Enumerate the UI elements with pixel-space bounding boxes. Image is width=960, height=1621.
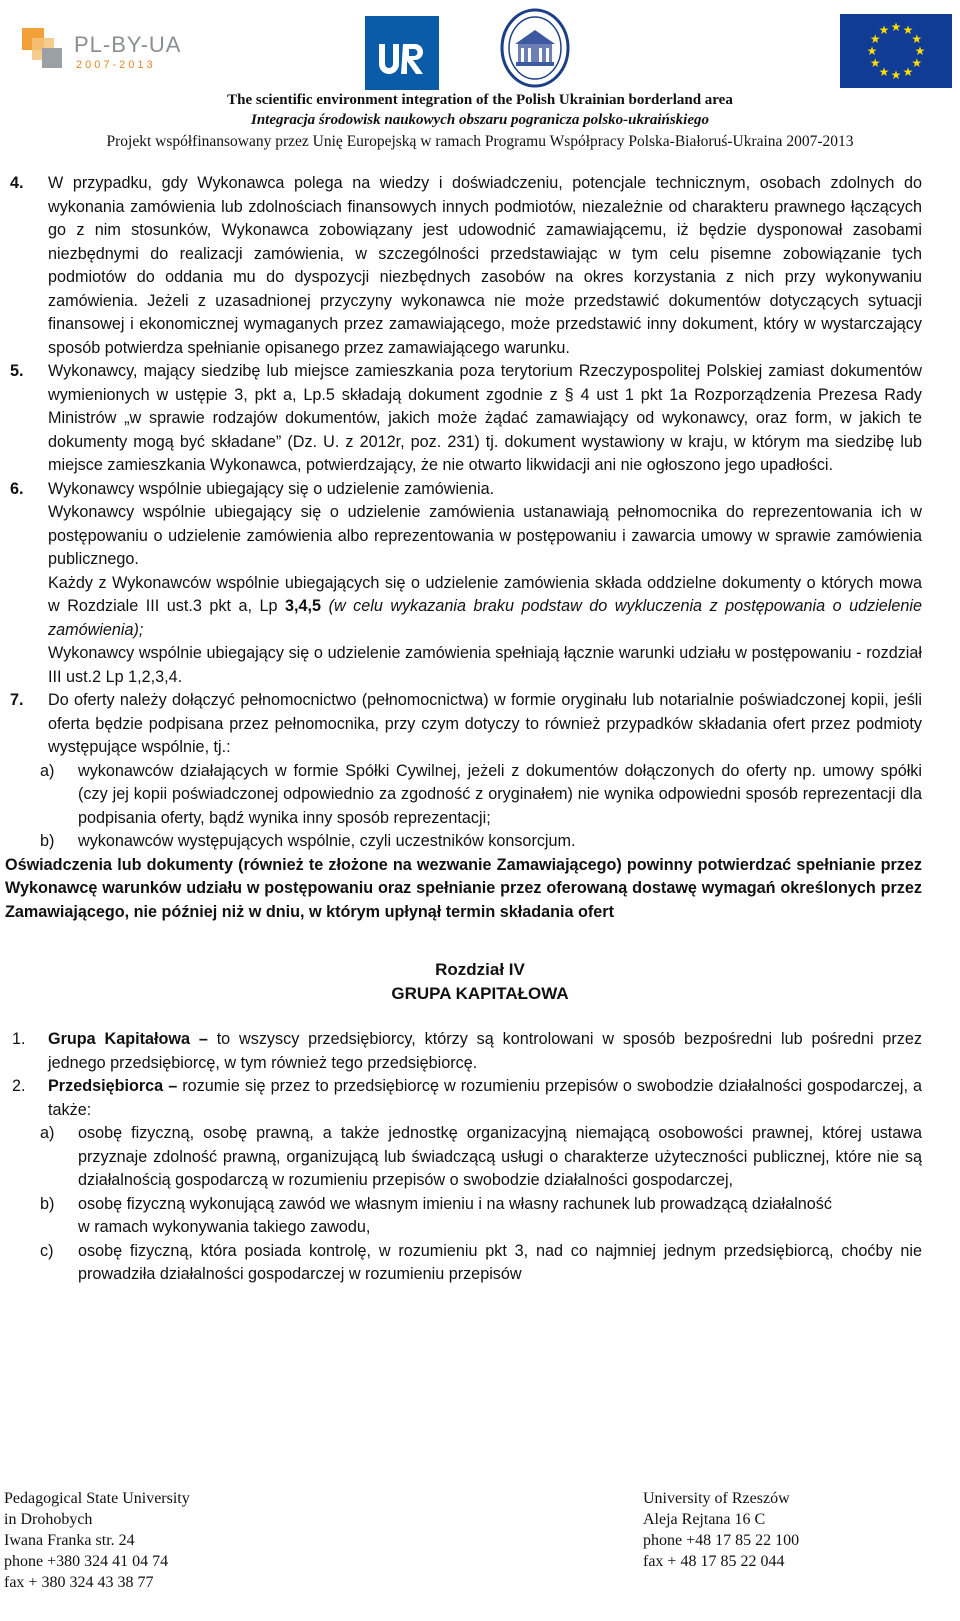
list-item-6 [0, 478, 960, 690]
paragraph: osobę fizyczną, która posiada kontrolę, w rozumieniu pkt 3, nad co najmniej jednym przedsiębiorcą, choćby nie prowadziła działalności gospodarczej w rozumieniu przepisów [78, 1241, 922, 1283]
list-item-5 [0, 360, 960, 478]
list-item-7 [0, 689, 960, 760]
page-header [0, 0, 960, 160]
sub-item-b [0, 830, 960, 854]
item-number: 1. [12, 1030, 26, 1048]
chapter-sub-item-b [0, 1193, 960, 1240]
pl-by-ua-logo [22, 28, 192, 76]
eu-star-icon: ★ [911, 56, 923, 70]
paragraph: Do oferty należy dołączyć pełnomocnictwo (pełnomocnictwa) w formie oryginału lub notarialnie poświadczonej kopii, jeśli oferta będzie podpisana przez pełnomocnika, przy czym dotyczy to również przypadków składania ofert przez podmioty występujące wspólnie, tj.: [48, 691, 922, 756]
item-number: 5. [10, 362, 24, 380]
paragraph: Wykonawcy wspólnie ubiegający się o udzielenie zamówienia. [48, 479, 495, 498]
eu-star-icon: ★ [890, 20, 902, 34]
paragraph: W przypadku, gdy Wykonawca polega na wiedzy i doświadczeniu, potencjale technicznym, osobach zdolnych do wykonania zamówienia lub zdolnościach finansowych innych podmiotów, niezależnie od charakteru prawnego łączących go z nim stosunków, Wykonawca zobowiązany jest udowodnić zamawiającemu, iż będzie dysponował zasobami niezbędnymi do realizacji zamówienia, w szczególności przedstawiając w tym celu pisemne zobowiązanie tych podmiotów do oddania mu do dyspozycji niezbędnych zasobów na okres korzystania z nich przy wykonywaniu zamówienia. Jeżeli z uzasadnionej przyczyny wykonawca nie może przedstawić dokumentów dotyczących sytuacji finansowej i ekonomicznej wymaganych przez zamawiającego, może przedstawić inny dokument, który w wystarczający sposób potwierdza spełnianie opisanego przez zamawiającego warunku. [48, 174, 922, 357]
list-item-4 [0, 172, 960, 360]
chapter-item-1 [0, 1028, 960, 1075]
paragraph: Grupa Kapitałowa – to wszyscy przedsiębiorcy, którzy są kontrolowani w sposób bezpośredni lub pośredni przez jednego przedsiębiorcę, w tym również tego przedsiębiorcę. [48, 1030, 922, 1072]
footer-address-rzeszow: University of Rzeszów Aleja Rejtana 16 C phone +48 17 85 22 100 fax + 48 17 85 22 044 [643, 1490, 800, 1570]
eu-star-icon: ★ [869, 56, 881, 70]
footer-address-drohobych: Pedagogical State University in Drohobych Iwana Franka str. 24 phone +380 324 41 04 74 fax + 380 324 43 38 77 [4, 1490, 190, 1591]
header-title-polish: Integracja środowisk naukowych obszaru pogranicza polsko-ukraińskiego [251, 112, 709, 128]
eu-star-icon: ★ [914, 44, 926, 58]
header-cofinancing-note: Projekt współfinansowany przez Unię Europejską w ramach Programu Współpracy Polska-Białoruś-Ukraina 2007-2013 [106, 133, 854, 150]
chapter-subtitle: GRUPA KAPITAŁOWA [391, 984, 569, 1003]
eu-star-icon: ★ [902, 23, 914, 38]
item-number: 2. [12, 1077, 26, 1095]
sub-item-letter: a) [40, 1124, 55, 1142]
eu-star-icon: ★ [890, 68, 902, 82]
paragraph: w ramach wykonywania takiego zawodu, [78, 1218, 371, 1236]
eu-star-icon: ★ [911, 32, 923, 46]
paragraph: wykonawców występujących wspólnie, czyli uczestników konsorcjum. [78, 832, 576, 850]
chapter-item-2 [0, 1075, 960, 1122]
university-rzeszow-logo [365, 16, 439, 90]
sub-item-letter: a) [40, 761, 55, 780]
chapter-title: Rozdział IV [435, 960, 525, 979]
item-number: 6. [10, 479, 24, 498]
document-body [0, 172, 960, 1287]
sub-item-letter: c) [40, 1241, 54, 1260]
eu-star-icon: ★ [866, 44, 878, 58]
eu-flag-icon [840, 14, 952, 88]
header-title-english: The scientific environment integration of the Polish Ukrainian borderland area [227, 92, 733, 108]
paragraph: Wykonawcy wspólnie ubiegający się o udzielenie zamówienia spełniają łącznie warunki udziału w postępowaniu - rozdział III ust.2 Lp 1,2,3,4. [48, 644, 922, 686]
paragraph: osobę fizyczną wykonującą zawód we własnym imieniu i na własny rachunek lub prowadzącą działalność [78, 1194, 832, 1213]
drohobych-university-seal-icon [500, 8, 570, 88]
sub-item-letter: b) [40, 1194, 55, 1213]
pl-by-ua-logo-years: 2007-2013 [76, 59, 156, 71]
pl-by-ua-logo-text: PL-BY-UA [74, 32, 182, 57]
paragraph: Przedsiębiorca – rozumie się przez to przedsiębiorcę w rozumieniu przepisów o swobodzie działalności gospodarczej, a także: [48, 1077, 922, 1119]
item-number: 7. [10, 691, 24, 709]
chapter-sub-item-c [0, 1240, 960, 1287]
eu-star-icon: ★ [878, 23, 890, 38]
eu-star-icon: ★ [869, 32, 881, 46]
paragraph: Każdy z Wykonawców wspólnie ubiegających się o udzielenie zamówienia składa oddzielne dokumenty o których mowa w Rozdziale III ust.3 pkt a, Lp 3,4,5 (w celu wykazania braku podstaw do wykluczenia z postępowania o udzielenie zamówienia); [48, 573, 922, 639]
chapter-sub-item-a [0, 1122, 960, 1193]
paragraph: wykonawców działających w formie Spółki Cywilnej, jeżeli z dokumentów dołączonych do oferty np. umowy spółki (czy jej kopii poświadczonej odpowiednio za zgodność z oryginałem) nie wynika odpowiedni sposób reprezentacji dla podpisania oferty, bądź wynika inny sposób reprezentacji; [78, 761, 922, 827]
paragraph: osobę fizyczną, osobę prawną, a także jednostkę organizacyjną niemającą osobowości prawnej, której ustawa przyznaje zdolność prawną, organizującą lub świadczącą usługi o charakterze użyteczności publicznej, które nie są działalnością gospodarczą w rozumieniu przepisów o swobodzie działalności gospodarczej, [78, 1124, 922, 1189]
eu-star-icon: ★ [902, 64, 914, 79]
sub-item-a [0, 760, 960, 831]
paragraph: Wykonawcy, mający siedzibę lub miejsce zamieszkania poza terytorium Rzeczypospolitej Polskiej zamiast dokumentów wymienionych w ustępie 3, pkt a, Lp.5 składają dokument zgodnie z § 4 ust 1 pkt 1a Rozporządzenia Prezesa Rady Ministrów „w sprawie rodzajów dokumentów, jakich może żądać zamawiający od wykonawcy, oraz form, w jakich te dokumenty mogą być składane” (Dz. U. z 2012r, poz. 231) tj. dokument wystawiony w kraju, w którym ma siedzibę lub miejsce zamieszkania Wykonawca, potwierdzający, że nie otwarto likwidacji ani nie ogłoszono jego upadłości. [48, 362, 922, 474]
paragraph: Wykonawcy wspólnie ubiegający się o udzielenie zamówienia ustanawiają pełnomocnika do reprezentowania ich w postępowaniu o udzielenie zamówienia albo reprezentowania w postępowaniu i zawarcia umowy w sprawie zamówienia publicznego. [48, 503, 922, 568]
eu-star-icon: ★ [878, 64, 890, 79]
sub-item-letter: b) [40, 832, 55, 850]
item-number: 4. [10, 174, 24, 192]
bold-statement: Oświadczenia lub dokumenty (również te złożone na wezwanie Zamawiającego) powinny potwierdzać spełnianie przez Wykonawcę warunków udziału w postępowaniu oraz spełnianie przez oferowaną dostawę wymagań określonych przez Zamawiającego, nie później niż w dniu, w którym upłynął termin składania ofert [5, 855, 922, 921]
